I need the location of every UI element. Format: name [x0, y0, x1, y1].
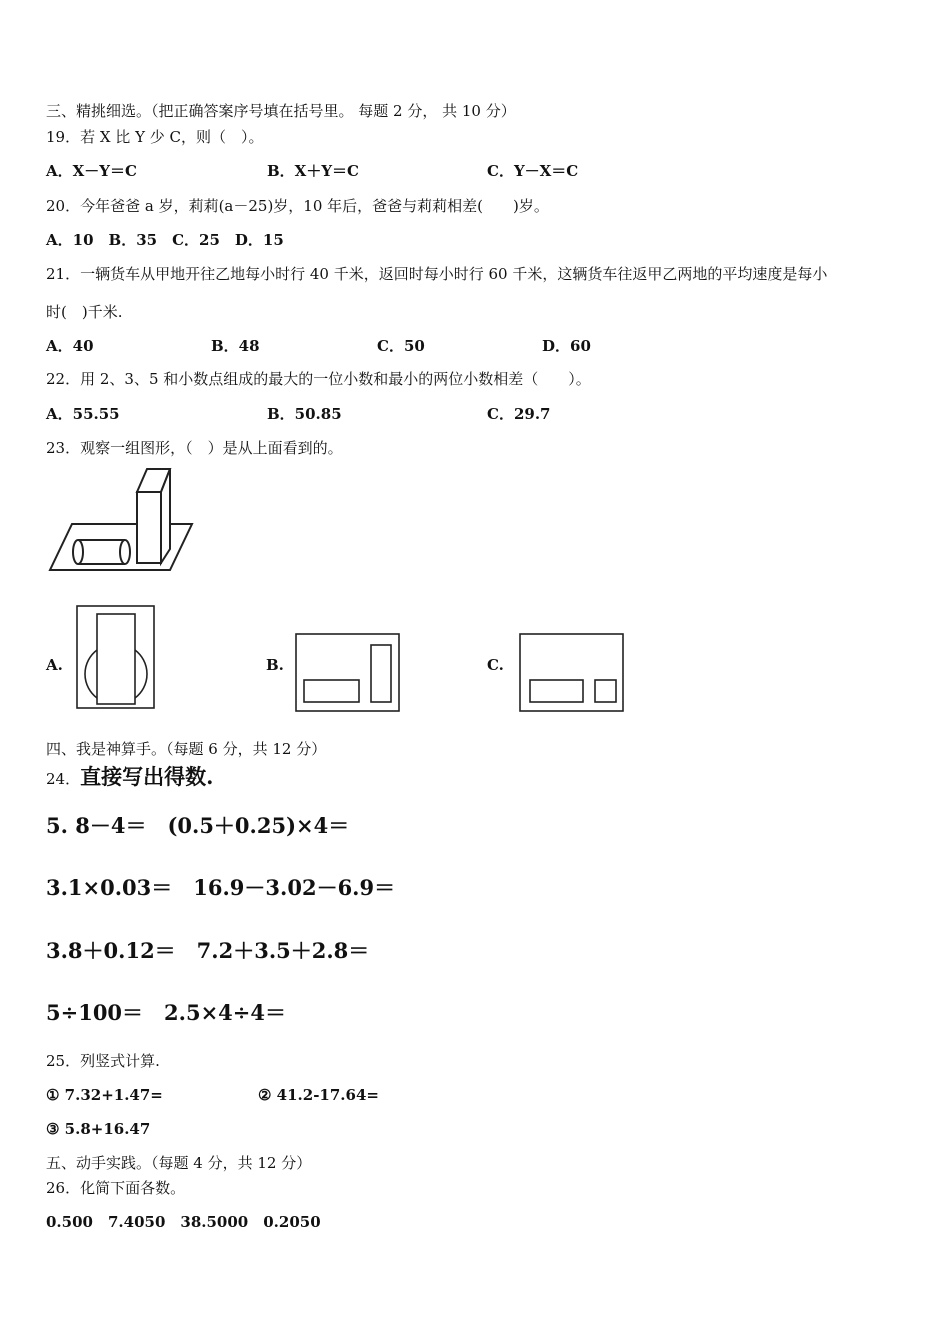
q23-label-b: B.: [266, 656, 284, 674]
q20-stem: 20．今年爸爸 a 岁，莉莉(a－25)岁，10 年后，爸爸与莉莉相差( )岁。: [46, 197, 549, 215]
section-4-title: 四、我是神算手。（每题 6 分，共 12 分）: [46, 740, 327, 758]
q24-title: 直接写出得数.: [80, 764, 214, 789]
q21-stem-line1: 21．一辆货车从甲地开往乙地每小时行 40 千米，返回时每小时行 60 千米，这辆货车往返甲乙两地的平均速度是每小: [46, 265, 828, 283]
q26-stem: 26．化简下面各数。: [46, 1179, 186, 1197]
q23-stem: 23．观察一组图形，（ ）是从上面看到的。: [46, 439, 343, 457]
q23-label-c: C.: [487, 656, 504, 674]
q24-row-1: 5. 8－4＝ (0.5＋0.25)×4＝: [46, 813, 350, 838]
q21-option-a: A．40: [46, 337, 94, 355]
q19-stem: 19．若 X 比 Y 少 C，则（ ）。: [46, 128, 264, 146]
q23-option-b-figure: [294, 632, 402, 712]
q25-item-1: ① 7.32+1.47=: [46, 1086, 163, 1104]
q23-option-a-figure: [75, 604, 157, 710]
q25-item-3: ③ 5.8+16.47: [46, 1120, 151, 1138]
q21-option-d: D．60: [542, 337, 591, 355]
q25-stem: 25．列竖式计算.: [46, 1052, 160, 1070]
q19-option-a: A．X－Y＝C: [46, 162, 137, 180]
q24-row-2: 3.1×0.03＝ 16.9－3.02－6.9＝: [46, 875, 396, 900]
q19-option-c: C．Y－X＝C: [487, 162, 579, 180]
q22-stem: 22．用 2、3、5 和小数点组成的最大的一位小数和最小的两位小数相差（ ）。: [46, 370, 591, 388]
q21-option-b: B．48: [211, 337, 260, 355]
q21-stem-line2: 时( )千米.: [46, 303, 123, 321]
q22-option-a: A．55.55: [46, 405, 120, 423]
q24-heading: [46, 764, 213, 792]
q24-row-3: 3.8＋0.12＝ 7.2＋3.5＋2.8＝: [46, 938, 370, 963]
q22-option-b: B．50.85: [267, 405, 342, 423]
section-3-title: 三、精挑细选。（把正确答案序号填在括号里。 每题 2 分， 共 10 分）: [46, 102, 516, 120]
q26-numbers: 0.500 7.4050 38.5000 0.2050: [46, 1213, 321, 1231]
q20-options: A．10 B．35 C．25 D．15: [46, 231, 284, 249]
q24-row-4: 5÷100＝ 2.5×4÷4＝: [46, 1000, 286, 1025]
q24-number: 24．: [46, 770, 81, 788]
q23-3d-figure: [48, 466, 196, 576]
q23-option-c-figure: [518, 632, 626, 712]
section-5-title: 五、动手实践。（每题 4 分，共 12 分）: [46, 1154, 312, 1172]
q22-option-c: C．29.7: [487, 405, 551, 423]
q23-label-a: A.: [46, 656, 63, 674]
q25-item-2: ② 41.2-17.64=: [258, 1086, 379, 1104]
q21-option-c: C．50: [377, 337, 425, 355]
q19-option-b: B．X＋Y＝C: [267, 162, 359, 180]
